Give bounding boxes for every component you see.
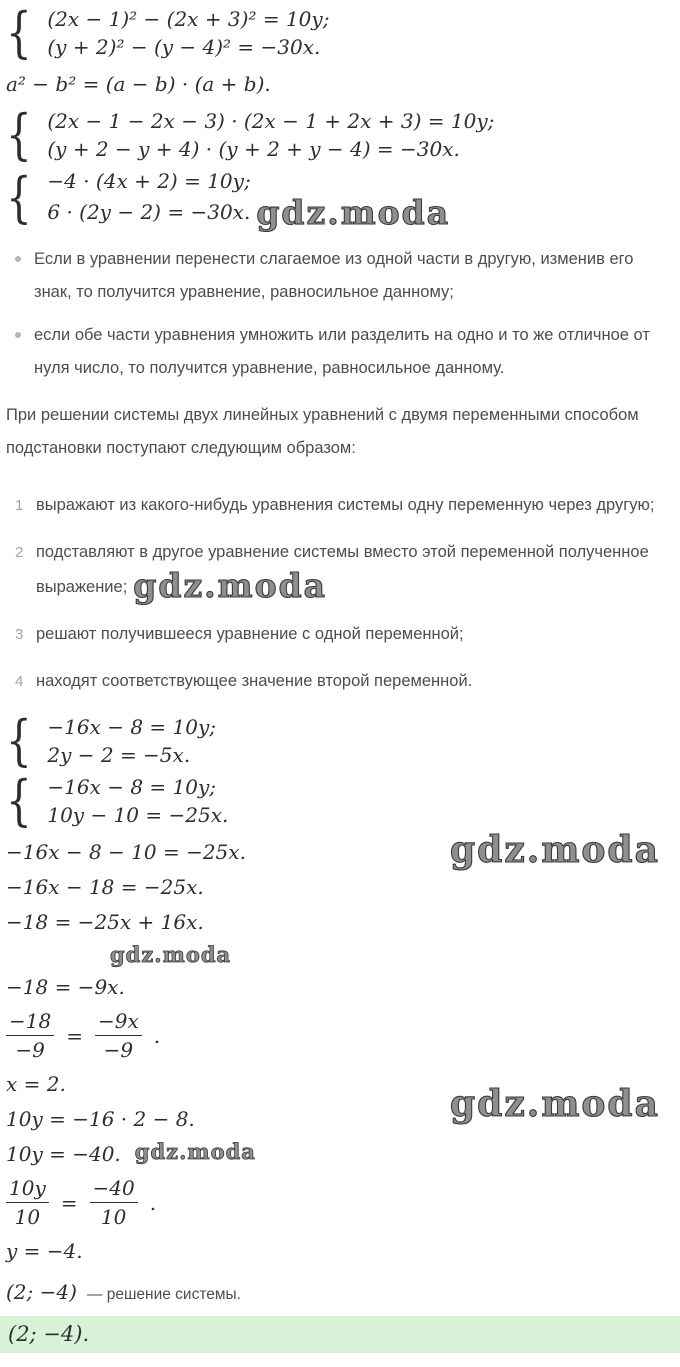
equation-line: 10y − 10 = −25x. [47, 803, 229, 827]
left-brace-icon: { [6, 0, 32, 64]
step-text: находят соответствующее значение второй переменной. [36, 672, 473, 690]
left-brace-icon: { [6, 102, 32, 166]
left-brace-icon: { [6, 708, 32, 772]
step-number: 3 [15, 626, 24, 643]
equation-line: (2x − 1)² − (2x + 3)² = 10y; [47, 7, 330, 31]
fraction-left [6, 1176, 49, 1229]
left-brace-icon: { [6, 768, 32, 832]
list-item [6, 618, 670, 651]
rules-bullet-list [6, 243, 670, 385]
equation-step: −18 = −9x. [6, 975, 125, 999]
period: . [153, 1023, 161, 1048]
denominator: 10 [14, 1205, 41, 1229]
final-answer-highlight [0, 1316, 680, 1353]
numerator: −18 [6, 1009, 54, 1036]
fraction-equation-2 [6, 1176, 670, 1229]
solution-label: — решение системы. [86, 1286, 241, 1303]
solution-sentence [6, 1280, 670, 1304]
watermark-text: gdz.moda [134, 1139, 256, 1164]
watermark-text: gdz.moda [450, 829, 660, 871]
solution-pair: (2; −4) [6, 1280, 77, 1304]
equation-step: −18 = −25x + 16x. [6, 910, 204, 934]
step-number: 4 [15, 673, 24, 690]
x-result: x = 2. [6, 1072, 66, 1096]
system-lines [47, 712, 216, 770]
denominator: −9 [15, 1038, 45, 1062]
y-result: y = −4. [6, 1239, 83, 1263]
system-lines [47, 772, 228, 830]
numerator: −9x [95, 1009, 142, 1036]
equation-line: −16x − 8 = 10y; [47, 775, 217, 799]
rule-text: Если в уравнении перенести слагаемое из одной части в другую, изменив его знак, то получится уравнение, равносильное данному; [34, 250, 634, 301]
equation-system-2 [6, 102, 670, 166]
list-item [6, 319, 670, 385]
difference-of-squares-formula: a² − b² = (a − b) · (a + b). [6, 72, 271, 96]
equation-line: (y + 2 − y + 4) · (y + 2 + y − 4) = −30x. [47, 137, 460, 161]
step-text-content: подставляют в другое уравнение системы вместо этой переменной полученное выражение; [36, 543, 649, 596]
equation-line: (y + 2)² − (y − 4)² = −30x. [47, 35, 321, 59]
equals-sign: = [60, 1190, 78, 1215]
denominator: −9 [103, 1038, 134, 1062]
equation-system-3 [6, 166, 670, 231]
equation-line: −16x − 8 = 10y; [47, 715, 217, 739]
equation-line: −4 · (4x + 2) = 10y; [47, 169, 251, 193]
fraction-right [95, 1009, 142, 1062]
period: . [149, 1190, 157, 1215]
equation-system-4 [6, 708, 670, 772]
equation-line: (2x − 1 − 2x − 3) · (2x − 1 + 2x + 3) = 10y; [47, 109, 495, 133]
fraction-left [6, 1009, 54, 1062]
equation-step: −16x − 18 = −25x. [6, 875, 204, 899]
bullet-dot-icon [15, 256, 21, 262]
step-text: решают получившееся уравнение с одной переменной; [36, 625, 464, 643]
equals-sign: = [66, 1023, 83, 1048]
list-item [6, 665, 670, 698]
equation-step: −16x − 8 − 10 = −25x. [6, 840, 246, 864]
left-brace-icon: { [6, 166, 32, 230]
method-description-paragraph: При решении системы двух линейных уравнений с двумя переменными способом подстановки поступают следующим образом: [6, 406, 639, 457]
system-lines [47, 4, 329, 62]
step-text [36, 536, 670, 604]
watermark-text: gdz.moda [256, 193, 451, 232]
equation-line [47, 193, 451, 232]
list-item [6, 489, 670, 522]
equation-system-5 [6, 768, 670, 832]
step-number: 2 [15, 544, 24, 561]
method-steps-list [6, 489, 670, 698]
denominator: 10 [100, 1205, 127, 1229]
step-number: 1 [15, 497, 24, 514]
equation-step: 10y = −16 · 2 − 8. [6, 1107, 195, 1131]
fraction-equation-1 [6, 1009, 670, 1062]
equation-text: 6 · (2y − 2) = −30x. [47, 200, 251, 224]
numerator: 10y [6, 1176, 49, 1203]
system-lines [47, 166, 450, 231]
list-item [6, 536, 670, 604]
rule-text: если обе части уравнения умножить или разделить на одно и то же отличное от нуля число, то получится уравнение, равносильное данному. [34, 326, 650, 377]
fraction-right [90, 1176, 138, 1229]
equation-line: 2y − 2 = −5x. [47, 743, 191, 767]
bullet-dot-icon [15, 332, 21, 338]
system-lines [47, 106, 494, 164]
equation-step [6, 1141, 670, 1167]
watermark-text: gdz.moda [450, 1083, 660, 1125]
numerator: −40 [90, 1176, 138, 1203]
final-answer: (2; −4). [8, 1322, 90, 1346]
list-item [6, 243, 670, 309]
equation-text: 10y = −40. [6, 1142, 121, 1166]
step-text: выражают из какого-нибудь уравнения системы одну переменную через другую; [36, 496, 655, 514]
watermark-text: gdz.moda [110, 942, 232, 967]
watermark-text: gdz.moda [133, 566, 328, 605]
equation-system-1 [6, 0, 670, 64]
